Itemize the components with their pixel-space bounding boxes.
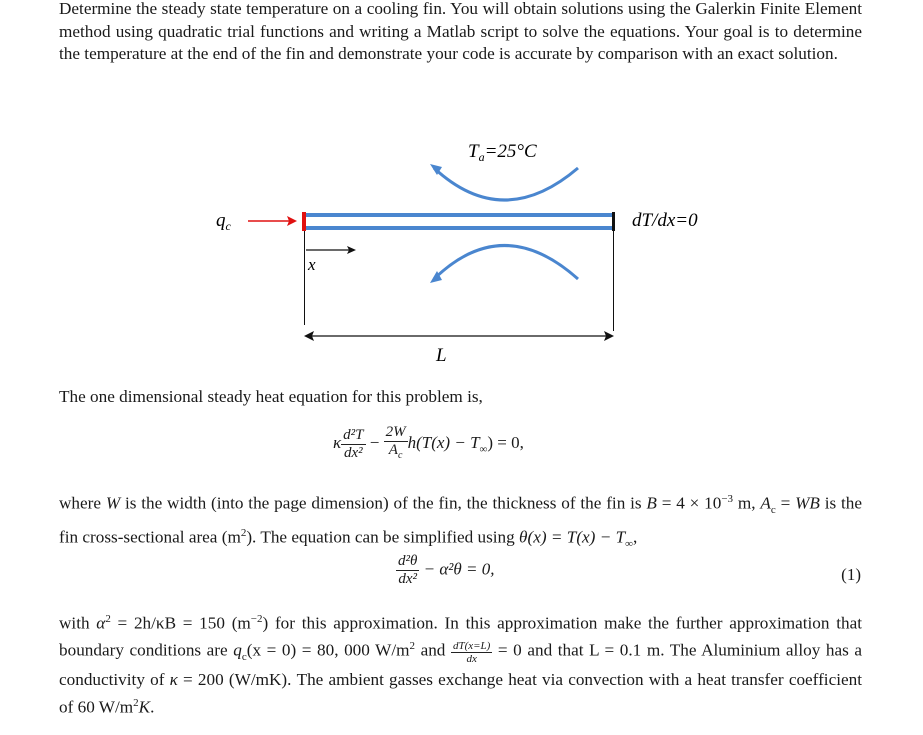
heat-equation: κ $\frac{\text{d²T}}{\text{dx²}}$ − $\frac{2W}{A_c}$ $h(T(x) - T_\infty) = 0$, (333, 424, 524, 461)
where-paragraph: where W is the width (into the page dimension) of the fin, the thickness of the fin is $B = 4 \times 10^{-3}$ m, $A_c$ = WB is the fin cross-sectional area $(m^2)$. The equation can be simplified using $\theta(x) = T(x) - T_\infty$, (59, 493, 862, 550)
equation-number: (1) (841, 565, 861, 584)
heat-flux-label: $q_c$ (216, 210, 231, 233)
lower-convection-arrow (434, 246, 578, 280)
fin-heated-end (302, 212, 306, 231)
heat-equation-intro: The one dimensional steady heat equation for this problem is, (59, 387, 483, 406)
fin-bottom-edge (304, 226, 614, 230)
with-paragraph: with $\alpha^2 = 2h/\kappa B = 150$ $(m^{-2})$ for this approximation. In this approximation make the further approximation that boundary conditions are $q_c(x = 0) = 80$, 000 $W/m^2$ and $\frac{dT(x=L)}{dx}$ = 0 and that L = 0.1 m. The Aluminium alloy has a conductivity of κ = 200 (W/mK). The ambient gasses exchange heat via convection with a heat transfer coefficient of 60 $W/m^2K$. (59, 613, 862, 717)
simplified-equation: $\frac{\text{d²θ}}{\text{dx²}}$ − α²θ = 0, (398, 553, 495, 587)
fin-top-edge (304, 213, 614, 217)
intro-paragraph: Determine the steady state temperature on a cooling fin. You will obtain solutions using the Galerkin Finite Element method using quadratic trial functions and writing a Matlab script to solve the equations. Your goal is to determine the temperature at the end of the fin and demonstrate your code is accurate by comparison with an exact solution. (59, 0, 862, 64)
boundary-condition-label: dT/dx=0 (632, 210, 698, 231)
upper-convection-arrow (434, 168, 578, 200)
fin-insulated-end (612, 212, 615, 231)
ambient-label: $T_a=25^\circ C$ (468, 141, 537, 164)
length-label: L (436, 345, 447, 366)
x-label: x (308, 255, 316, 274)
